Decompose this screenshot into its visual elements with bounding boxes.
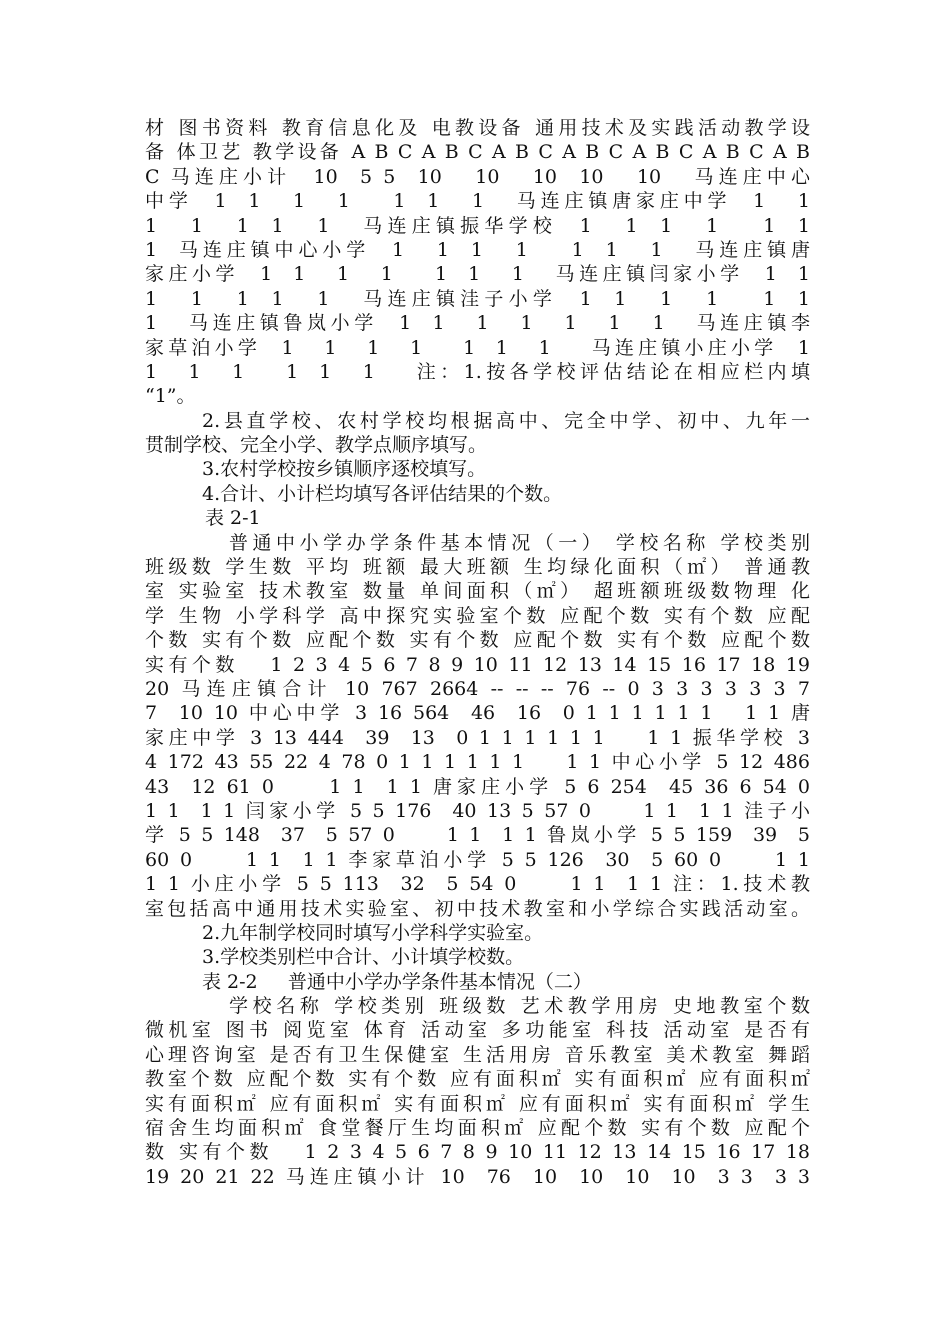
text-line: 1 1 1 1 闫家小学 5 5 176 40 13 5 57 0 1 1 1 1 洼子小 bbox=[145, 799, 810, 822]
text-line: 19 20 21 22 马连庄镇小计 10 76 10 10 10 10 3 3 3 3 bbox=[145, 1165, 810, 1188]
text-line: 室 实验室 技术教室 数量 单间面积（㎡） 超班额班级数物理 化 bbox=[145, 580, 810, 603]
text-line: 43 12 61 0 1 1 1 1 唐家庄小学 5 6 254 45 36 6 54 0 bbox=[145, 775, 810, 798]
text-line: 贯制学校、完全小学、教学点顺序填写。 bbox=[145, 434, 488, 457]
text-line: 2.九年制学校同时填写小学科学实验室。 bbox=[202, 921, 544, 944]
text-line: 宿舍生均面积㎡ 食堂餐厅生均面积㎡ 应配个数 实有个数 应配个 bbox=[145, 1117, 810, 1140]
text-line: 1 1 1 1 1 马连庄镇洼子小学 1 1 1 1 1 1 bbox=[145, 287, 810, 310]
document-page bbox=[145, 116, 810, 1189]
text-line: 表 2-2 普通中小学办学条件基本情况（二） bbox=[202, 970, 592, 993]
text-line: 实有面积㎡ 应有面积㎡ 实有面积㎡ 应有面积㎡ 实有面积㎡ 学生 bbox=[145, 1092, 810, 1115]
text-line: 4.合计、小计栏均填写各评估结果的个数。 bbox=[202, 482, 563, 505]
text-line: 室包括高中通用技术实验室、初中技术教室和小学综合实践活动室。 bbox=[145, 897, 810, 920]
text-line: 3.农村学校按乡镇顺序逐校填写。 bbox=[202, 458, 487, 481]
text-line: 家草泊小学 1 1 1 1 1 1 1 马连庄镇小庄小学 1 bbox=[145, 336, 810, 359]
text-line: 家庄中学 3 13 444 39 13 0 1 1 1 1 1 1 1 1 振华学校 3 bbox=[145, 726, 810, 749]
text-line: 班级数 学生数 平均 班额 最大班额 生均绿化面积（㎡） 普通教 bbox=[145, 556, 810, 579]
text-line: 家庄小学 1 1 1 1 1 1 1 马连庄镇闫家小学 1 1 bbox=[145, 263, 810, 286]
text-line: 数 实有个数 1 2 3 4 5 6 7 8 9 10 11 12 13 14 15 16 17 18 bbox=[145, 1141, 810, 1164]
text-line: 材 图书资料 教育信息化及 电教设备 通用技术及实践活动教学设 bbox=[145, 117, 810, 139]
text-line: 1 马连庄镇中心小学 1 1 1 1 1 1 1 马连庄镇唐 bbox=[145, 238, 810, 261]
text-line: 个数 实有个数 应配个数 实有个数 应配个数 实有个数 应配个数 bbox=[145, 629, 810, 652]
text-line: 表 2-1 bbox=[205, 507, 261, 530]
text-line: 普通中小学办学条件基本情况（一） 学校名称 学校类别 bbox=[229, 531, 810, 554]
text-line: 中学 1 1 1 1 1 1 1 马连庄镇唐家庄中学 1 1 bbox=[145, 190, 810, 213]
text-line: 心理咨询室 是否有卫生保健室 生活用房 音乐教室 美术教室 舞蹈 bbox=[145, 1043, 810, 1066]
text-line: 教室个数 应配个数 实有个数 应有面积㎡ 实有面积㎡ 应有面积㎡ bbox=[145, 1068, 810, 1091]
text-line: 2.县直学校、农村学校均根据高中、完全中学、初中、九年一 bbox=[202, 409, 810, 432]
text-line: 1 1 小庄小学 5 5 113 32 5 54 0 1 1 1 1 注：1.技术教 bbox=[145, 873, 810, 896]
text-line: 7 10 10 中心中学 3 16 564 46 16 0 1 1 1 1 1 1 1 1 唐 bbox=[145, 702, 810, 725]
text-line: “1”。 bbox=[145, 385, 196, 408]
text-line: 实有个数 1 2 3 4 5 6 7 8 9 10 11 12 13 14 15 16 17 18 19 bbox=[145, 653, 810, 676]
text-line: 60 0 1 1 1 1 李家草泊小学 5 5 126 30 5 60 0 1 1 bbox=[145, 848, 810, 871]
text-line: 1 1 1 1 1 1 注：1.按各学校评估结论在相应栏内填 bbox=[145, 360, 810, 383]
text-line: 4 172 43 55 22 4 78 0 1 1 1 1 1 1 1 1 中心小学 5 12 486 bbox=[145, 751, 810, 774]
text-line: 3.学校类别栏中合计、小计填学校数。 bbox=[202, 946, 525, 969]
text-line: C 马连庄小计 10 5 5 10 10 10 10 10 马连庄中心 bbox=[145, 165, 810, 188]
text-line: 20 马连庄镇合计 10 767 2664 -- -- -- 76 -- 0 3 3 3 3 3 3 7 bbox=[145, 677, 810, 700]
text-line: 学 生物 小学科学 高中探究实验室个数 应配个数 实有个数 应配 bbox=[145, 604, 810, 627]
text-line: 1 1 1 1 1 马连庄镇振华学校 1 1 1 1 1 1 bbox=[145, 214, 810, 237]
text-line: 1 马连庄镇鲁岚小学 1 1 1 1 1 1 1 马连庄镇李 bbox=[145, 312, 810, 335]
text-line: 备 体卫艺 教学设备 A B C A B C A B C A B C A B C A B C A B bbox=[145, 141, 810, 164]
text-line: 学校名称 学校类别 班级数 艺术教学用房 史地教室个数 bbox=[229, 995, 810, 1018]
text-line: 微机室 图书 阅览室 体育 活动室 多功能室 科技 活动室 是否有 bbox=[145, 1019, 810, 1042]
text-line: 学 5 5 148 37 5 57 0 1 1 1 1 鲁岚小学 5 5 159 39 5 bbox=[145, 824, 810, 847]
